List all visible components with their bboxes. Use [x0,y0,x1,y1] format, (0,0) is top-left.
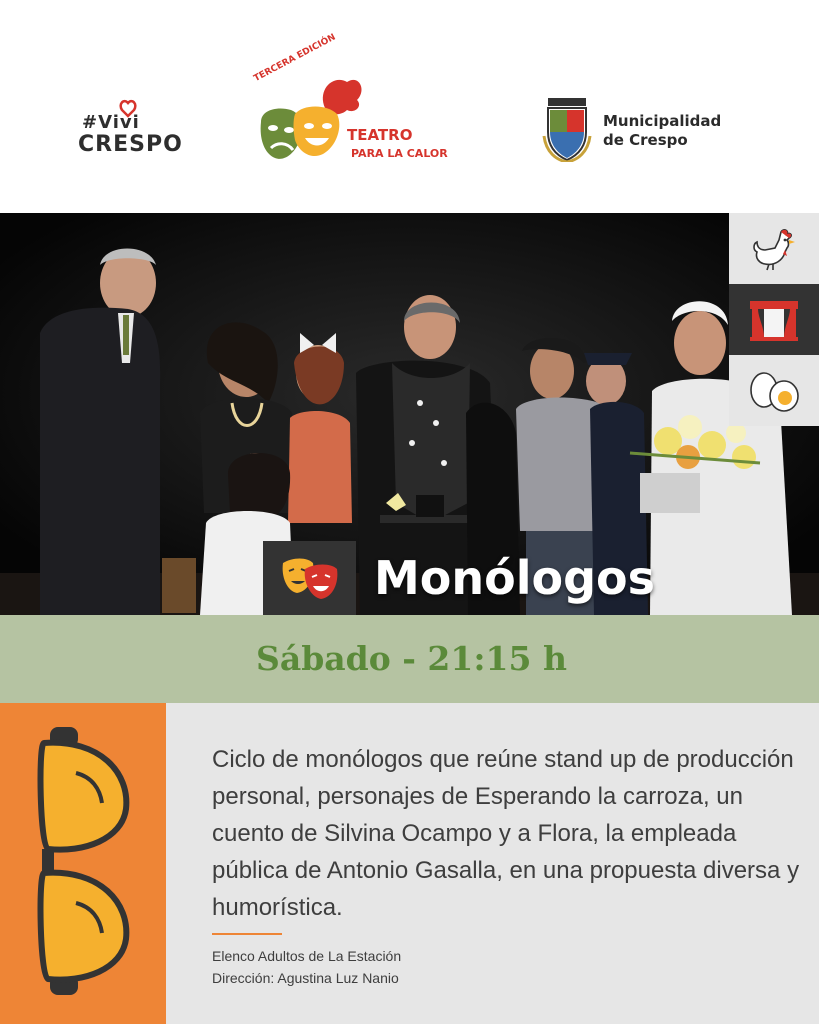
theater-stage-icon [748,297,800,343]
vivi-crespo-text: CRESPO [78,132,183,157]
credits [212,945,401,989]
header [0,0,819,213]
eggs-icon [746,368,802,414]
vivi-hashtag: #Vivi [82,112,140,133]
theater-stage-icon-cell [729,284,819,355]
muni-line2: de Crespo [603,131,688,149]
crest-shield-icon [542,96,592,162]
event-description: Ciclo de monólogos que reúne stand up de producción personal, personajes de Esperando la carroza, un cuento de Silvina Ocampo y a Flora, la empleada pública de Antonio Gasalla, en una propuesta diversa y humorística. [212,746,800,921]
event-title: Monólogos [374,551,656,605]
rooster-icon-cell [729,213,819,284]
credits-director: Dirección: Agustina Luz Nanio [212,970,399,986]
teatro-para-la-calor-logo [252,32,448,170]
teatro-name-text: TEATRO [347,126,413,144]
eggs-icon-cell [729,355,819,426]
sunglasses-icon [0,703,166,1024]
masks-icon-box [263,541,356,615]
municipalidad-logo [540,96,750,166]
muni-line1: Municipalidad [603,112,722,130]
side-icon-strip [729,213,819,426]
teatro-sub-text: PARA LA CALOR [351,147,448,160]
event-title-block [263,541,655,615]
decorative-panel [0,703,166,1024]
comedy-tragedy-masks-icon [279,553,341,603]
municipalidad-name [603,112,721,150]
description-panel [166,703,819,1024]
credits-cast: Elenco Adultos de La Estación [212,948,402,964]
vivi-crespo-logo [78,96,183,168]
event-date-time: Sábado - 21:15 h [256,639,567,678]
divider [212,933,282,935]
rooster-icon [751,226,797,272]
date-band [0,615,819,703]
teatro-edition-label: TERCERA EDICIÓN [252,32,338,84]
